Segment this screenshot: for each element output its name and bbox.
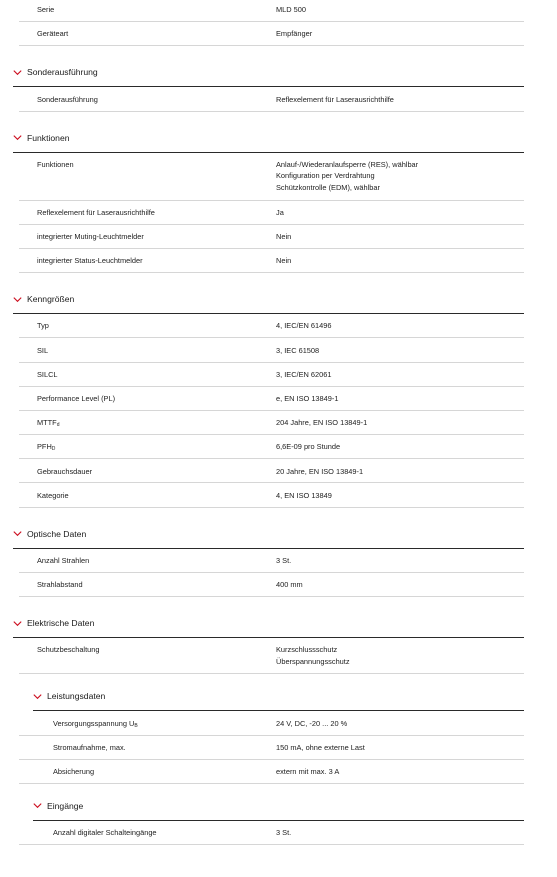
spec-label-text: integrierter Muting-Leuchtmelder [37, 232, 144, 242]
spec-label [0, 579, 276, 591]
spec-label-text: Geräteart [37, 29, 69, 39]
spec-value-line: Schützkontrolle (EDM), wählbar [276, 183, 380, 193]
spec-label-text: Stromaufnahme, max. [53, 742, 126, 752]
spec-value-line: Anlauf-/Wiederanlaufsperre (RES), wählbar [276, 159, 419, 169]
chevron-down-icon[interactable] [13, 68, 22, 77]
section-title: Leistungsdaten [47, 691, 106, 702]
spec-label-text: Versorgungsspannung U [53, 718, 135, 728]
spec-label [0, 466, 276, 478]
section-header-elektrische-daten[interactable] [13, 597, 524, 638]
spec-label-text: SIL [37, 345, 49, 355]
spec-row [19, 411, 524, 435]
spec-value-line: e, EN ISO 13849-1 [276, 393, 339, 403]
spec-value-line: MLD 500 [276, 5, 306, 15]
spec-value [276, 579, 524, 591]
spec-label [0, 644, 276, 656]
spec-label-text: Anzahl digitaler Schalteingänge [53, 828, 157, 838]
spec-label-text: Sonderausführung [37, 94, 98, 104]
spec-label-text: Serie [37, 5, 55, 15]
spec-row [19, 573, 524, 597]
spec-value-line: extern mit max. 3 A [276, 767, 340, 777]
spec-label-text: Funktionen [37, 159, 74, 169]
spec-value [276, 827, 524, 839]
spec-row [19, 549, 524, 573]
spec-value [276, 320, 524, 332]
spec-row [19, 338, 524, 362]
spec-row [19, 435, 524, 459]
spec-label-text: Reflexelement für Laserausrichthilfe [37, 207, 155, 217]
spec-row [19, 736, 524, 760]
spec-value [276, 466, 524, 478]
spec-row [19, 201, 524, 225]
spec-label [0, 827, 276, 839]
spec-value-line: Empfänger [276, 29, 313, 39]
spec-label [0, 555, 276, 567]
spec-value [276, 441, 524, 453]
section-title: Funktionen [27, 132, 70, 143]
section-header-leistungsdaten[interactable] [33, 674, 524, 711]
spec-value-line: 6,6E-09 pro Stunde [276, 442, 341, 452]
spec-value [276, 490, 524, 502]
spec-label-text: Strahlabstand [37, 580, 83, 590]
spec-label [0, 441, 276, 456]
spec-label [0, 207, 276, 219]
spec-value [276, 231, 524, 243]
spec-row [19, 249, 524, 273]
spec-label [0, 742, 276, 754]
spec-row [19, 0, 524, 22]
spec-value-line: Ja [276, 207, 284, 217]
spec-row [19, 821, 524, 845]
spec-value-line: Konfiguration per Verdrahtung [276, 171, 375, 181]
chevron-down-icon[interactable] [33, 801, 42, 810]
spec-row [19, 459, 524, 483]
spec-label-text: integrierter Status-Leuchtmelder [37, 256, 143, 266]
spec-value [276, 4, 524, 16]
spec-value [276, 555, 524, 567]
spec-label [0, 4, 276, 16]
spec-row [19, 711, 524, 735]
spec-value-line: 3, IEC/EN 62061 [276, 369, 332, 379]
spec-label-text: Performance Level (PL) [37, 393, 116, 403]
spec-value-line: Reflexelement für Laserausrichthilfe [276, 94, 394, 104]
spec-value [276, 766, 524, 778]
chevron-down-icon[interactable] [13, 133, 22, 142]
spec-label-subscript: d [56, 422, 60, 429]
spec-label-text: Absicherung [53, 767, 95, 777]
chevron-down-icon[interactable] [13, 619, 22, 628]
spec-value-line: 400 mm [276, 580, 303, 590]
spec-label-text: Anzahl Strahlen [37, 555, 90, 565]
spec-label-text: PFH [37, 442, 52, 452]
spec-value [276, 742, 524, 754]
section-title: Kenngrößen [27, 294, 75, 305]
section-header-kenngrößen[interactable] [13, 273, 524, 314]
spec-label [0, 369, 276, 381]
spec-value-line: 3, IEC 61508 [276, 345, 320, 355]
chevron-down-icon[interactable] [13, 529, 22, 538]
spec-value-line: 4, EN ISO 13849 [276, 490, 332, 500]
spec-value-line: Kurzschlussschutz [276, 645, 338, 655]
spec-label-text: MTTF [37, 418, 57, 428]
section-header-sonderausführung[interactable] [13, 46, 524, 87]
section-title: Eingänge [47, 800, 84, 811]
spec-row [19, 22, 524, 46]
spec-label [0, 231, 276, 243]
spec-row [19, 387, 524, 411]
spec-label [0, 718, 276, 733]
spec-value [276, 28, 524, 40]
spec-value [276, 393, 524, 405]
spec-value [276, 207, 524, 219]
spec-label [0, 159, 276, 171]
spec-value [276, 644, 524, 667]
spec-label [0, 766, 276, 778]
spec-row [19, 153, 524, 201]
spec-value-line: 4, IEC/EN 61496 [276, 321, 332, 331]
spec-row [19, 760, 524, 784]
chevron-down-icon[interactable] [13, 295, 22, 304]
spec-label [0, 490, 276, 502]
spec-row [19, 483, 524, 507]
spec-value [276, 369, 524, 381]
chevron-down-icon[interactable] [33, 692, 42, 701]
spec-value-line: Überspannungsschutz [276, 656, 350, 666]
spec-value [276, 255, 524, 267]
spec-value [276, 94, 524, 106]
section-header-optische-daten[interactable] [13, 508, 524, 549]
spec-value [276, 159, 524, 194]
spec-label [0, 94, 276, 106]
spec-value-line: 3 St. [276, 828, 292, 838]
spec-label [0, 28, 276, 40]
spec-row [19, 638, 524, 674]
spec-value-line: 20 Jahre, EN ISO 13849-1 [276, 466, 364, 476]
spec-label [0, 393, 276, 405]
spec-value-line: 150 mA, ohne externe Last [276, 742, 365, 752]
spec-value-line: 24 V, DC, -20 ... 20 % [276, 718, 348, 728]
spec-row [19, 87, 524, 111]
spec-value-line: Nein [276, 232, 292, 242]
spec-row [19, 363, 524, 387]
spec-label-text: Typ [37, 321, 49, 331]
spec-label [0, 345, 276, 357]
section-title: Optische Daten [27, 528, 87, 539]
spec-value [276, 718, 524, 730]
spec-label-text: SILCL [37, 369, 58, 379]
spec-value-line: 3 St. [276, 555, 292, 565]
spec-value [276, 345, 524, 357]
spec-label-text: Schutzbeschaltung [37, 645, 100, 655]
spec-label [0, 417, 276, 432]
section-header-funktionen[interactable] [13, 112, 524, 153]
section-header-eingänge[interactable] [33, 784, 524, 821]
section-title: Elektrische Daten [27, 618, 95, 628]
spec-label [0, 255, 276, 267]
spec-label-text: Gebrauchsdauer [37, 466, 93, 476]
spec-label-subscript: B [134, 722, 138, 729]
spec-label [0, 320, 276, 332]
spec-value-line: Nein [276, 256, 292, 266]
spec-row [19, 225, 524, 249]
spec-value [276, 417, 524, 429]
spec-label-text: Kategorie [37, 490, 69, 500]
spec-label-subscript: D [51, 446, 56, 453]
section-title: Sonderausführung [27, 67, 98, 78]
spec-row [19, 314, 524, 338]
spec-value-line: 204 Jahre, EN ISO 13849-1 [276, 418, 368, 428]
